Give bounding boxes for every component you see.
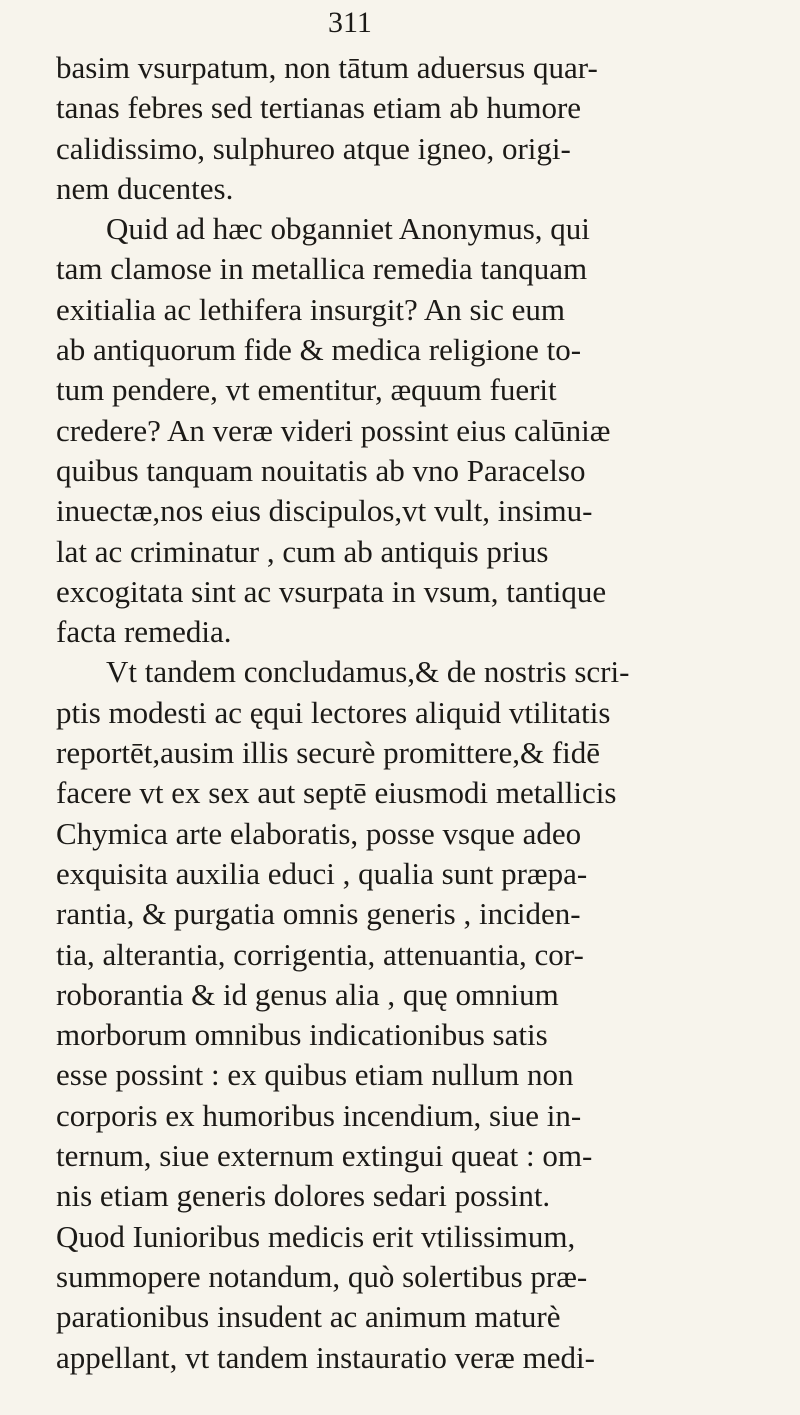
text-line: roborantia & id genus alia , quę omnium <box>56 976 559 1012</box>
text-line: ternum, siue externum extingui queat : om- <box>56 1138 593 1174</box>
text-line: parationibus insudent ac animum maturè <box>56 1299 561 1335</box>
text-line: tam clamose in metallica remedia tanquam <box>56 251 588 287</box>
text-line: calidissimo, sulphureo atque igneo, origi- <box>56 130 571 166</box>
text-line: summopere notandum, quò solertibus præ- <box>56 1258 588 1294</box>
text-line: lat ac criminatur , cum ab antiquis prius <box>56 533 549 569</box>
page-number: 311 <box>328 6 372 39</box>
text-line: facta remedia. <box>56 614 232 650</box>
text-line: tia, alterantia, corrigentia, attenuantia, cor- <box>56 936 584 972</box>
text-line: basim vsurpatum, non tātum aduersus quar- <box>56 50 598 85</box>
text-line: rantia, & purgatia omnis generis , inciden- <box>56 896 581 932</box>
text-line: nem ducentes. <box>56 170 234 206</box>
paragraph-start-line: Vt tandem concludamus,& de nostris scri- <box>106 654 630 690</box>
text-line: exquisita auxilia educi , qualia sunt præpa- <box>56 855 588 891</box>
text-line: morborum omnibus indicationibus satis <box>56 1017 548 1053</box>
text-line: tum pendere, vt ementitur, æquum fuerit <box>56 372 557 408</box>
text-line: esse possint : ex quibus etiam nullum non <box>56 1057 574 1093</box>
text-line: inuectæ,nos eius discipulos,vt vult, insimu- <box>56 493 593 529</box>
text-line: ab antiquorum fide & medica religione to- <box>56 332 582 368</box>
text-line: Chymica arte elaboratis, posse vsque adeo <box>56 815 582 851</box>
text-line: credere? An veræ videri possint eius calūniæ <box>56 412 611 448</box>
text-line: quibus tanquam nouitatis ab vno Paracelso <box>56 452 586 488</box>
paragraph-start-line: Quid ad hæc obganniet Anonymus, qui <box>106 211 590 247</box>
text-line: nis etiam generis dolores sedari possint. <box>56 1178 551 1214</box>
text-line: ptis modesti ac ęqui lectores aliquid vtilitatis <box>56 694 611 730</box>
text-line: excogitata sint ac vsurpata in vsum, tantique <box>56 573 607 609</box>
text-line: appellant, vt tandem instauratio veræ medi- <box>56 1339 595 1375</box>
text-line: facere vt ex sex aut septē eiusmodi metallicis <box>56 775 617 811</box>
text-line: exitialia ac lethifera insurgit? An sic eum <box>56 291 566 327</box>
body-text <box>56 48 770 1378</box>
text-line: tanas febres sed tertianas etiam ab humore <box>56 90 582 126</box>
text-line: Quod Iunioribus medicis erit vtilissimum, <box>56 1218 576 1254</box>
text-line: reportēt,ausim illis securè promittere,& fidē <box>56 735 601 771</box>
text-line: corporis ex humoribus incendium, siue in- <box>56 1097 582 1133</box>
